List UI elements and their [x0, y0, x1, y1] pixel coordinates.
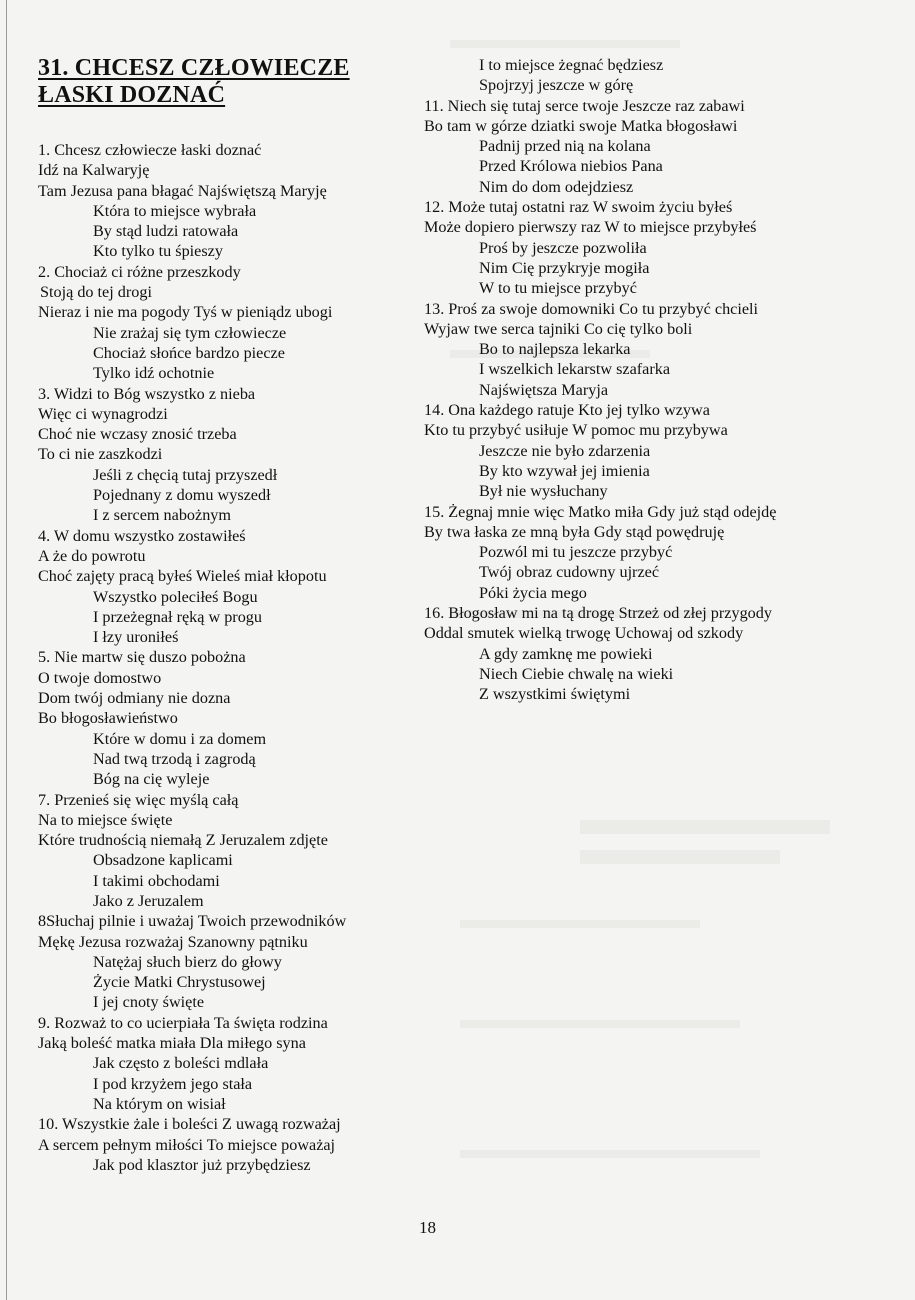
- verse-line: Nad twą trzodą i zagrodą: [93, 749, 256, 768]
- verse-line: I łzy uroniłeś: [93, 628, 179, 647]
- verse-line: Na którym on wisiał: [93, 1094, 226, 1113]
- verse-line: Idź na Kalwaryję: [38, 161, 150, 180]
- verse-line: Jak pod klasztor już przybędziesz: [93, 1155, 311, 1174]
- verse-line: Przed Królowa niebios Pana: [479, 157, 663, 176]
- verse-line: Bo to najlepsza lekarka: [479, 340, 631, 359]
- verse-line: Życie Matki Chrystusowej: [93, 973, 266, 992]
- verse-line: 11. Niech się tutaj serce twoje Jeszcze raz zabawi: [424, 96, 745, 115]
- verse-line: Obsadzone kaplicami: [93, 851, 233, 870]
- verse-line: Kto tylko tu śpieszy: [93, 242, 223, 261]
- verse-line: Najświętsza Maryja: [479, 380, 609, 399]
- verse-line: By kto wzywał jej imienia: [479, 461, 650, 480]
- verse-line: Kto tu przybyć usiłuje W pomoc mu przybywa: [424, 421, 728, 440]
- verse-line: Nim Cię przykryje mogiła: [479, 258, 650, 277]
- verse-line: I pod krzyżem jego stała: [93, 1074, 253, 1093]
- verse-line: Wyjaw twe serca tajniki Co cię tylko boli: [424, 319, 693, 338]
- verse-line: A sercem pełnym miłości To miejsce poważaj: [38, 1135, 336, 1154]
- verse-line: I takimi obchodami: [93, 871, 220, 890]
- verse-line: I to miejsce żegnać będziesz: [479, 56, 664, 74]
- song-title-line-2: ŁASKI DOZNAĆ: [38, 82, 226, 108]
- verse-line: 10. Wszystkie żale i boleści Z uwagą rozważaj: [38, 1115, 341, 1134]
- verse-line: Był nie wysłuchany: [479, 482, 608, 501]
- verse-line: Jak często z boleści mdlała: [93, 1054, 269, 1073]
- verse-line: 13. Proś za swoje domowniki Co tu przybyć chcieli: [424, 299, 759, 318]
- page-edge-line: [6, 0, 7, 1300]
- verse-line: Spojrzyj jeszcze w górę: [479, 76, 634, 95]
- verse-line: 16. Błogosław mi na tą drogę Strzeż od złej przygody: [424, 604, 772, 623]
- verse-line: To ci nie zaszkodzi: [38, 445, 163, 464]
- verse-line: Jaką boleść matka miała Dla miłego syna: [38, 1034, 306, 1053]
- verse-line: Więc ci wynagrodzi: [38, 404, 168, 423]
- left-column: [38, 140, 418, 1175]
- verse-line: A że do powrotu: [38, 546, 146, 565]
- verse-line: 5. Nie martw się duszo pobożna: [38, 648, 246, 667]
- verse-line: Jeszcze nie było zdarzenia: [479, 441, 651, 460]
- verse-line: Tam Jezusa pana błagać Najświętszą Maryję: [38, 181, 327, 200]
- verse-line: Jako z Jeruzalem: [93, 891, 204, 910]
- verse-line: By stąd ludzi ratowała: [93, 222, 239, 241]
- verse-line: 12. Może tutaj ostatni raz W swoim życiu byłeś: [424, 198, 733, 217]
- verse-line: Jeśli z chęcią tutaj przyszedł: [93, 465, 278, 484]
- verse-line: 3. Widzi to Bóg wszystko z nieba: [38, 384, 256, 403]
- verse-line: Stoją do tej drogi: [40, 283, 152, 302]
- verse-line: 1. Chcesz człowiecze łaski doznać: [38, 141, 262, 159]
- verse-line: Dom twój odmiany nie dozna: [38, 689, 231, 708]
- verse-line: 2. Chociaż ci różne przeszkody: [38, 262, 241, 281]
- verse-line: Niech Ciebie chwalę na wieki: [479, 664, 674, 683]
- verse-line: Tylko idź ochotnie: [93, 364, 215, 383]
- verse-line: I przeżegnał ręką w progu: [93, 607, 262, 626]
- verse-line: Nie zrażaj się tym człowiecze: [93, 323, 287, 342]
- verse-line: Padnij przed nią na kolana: [479, 137, 651, 156]
- verse-line: A gdy zamknę me powieki: [479, 644, 653, 663]
- song-title: [38, 55, 350, 109]
- verse-line: Pojednany z domu wyszedł: [93, 486, 271, 505]
- verse-line: Póki życia mego: [479, 583, 587, 602]
- verse-line: 8Słuchaj pilnie i uważaj Twoich przewodników: [38, 912, 347, 931]
- verse-line: I jej cnoty święte: [93, 993, 205, 1012]
- verse-line: Chociaż słońce bardzo piecze: [93, 343, 285, 362]
- verse-line: Bóg na cię wyleje: [93, 770, 210, 789]
- verse-line: I z sercem nabożnym: [93, 506, 231, 525]
- verse-line: 14. Ona każdego ratuje Kto jej tylko wzywa: [424, 401, 710, 420]
- verse-line: Która to miejsce wybrała: [93, 201, 257, 220]
- verse-line: Choć zajęty pracą byłeś Wieleś miał kłopotu: [38, 567, 327, 586]
- verse-line: By twa łaska ze mną była Gdy stąd powędruję: [424, 522, 725, 541]
- verse-line: Nim do dom odejdziesz: [479, 177, 634, 196]
- verse-line: 7. Przenieś się więc myślą całą: [38, 790, 239, 809]
- page-number: 18: [419, 1218, 436, 1237]
- verse-line: Pozwól mi tu jeszcze przybyć: [479, 543, 673, 562]
- verse-line: W to tu miejsce przybyć: [479, 279, 637, 298]
- verse-line: Które trudnością niemałą Z Jeruzalem zdjęte: [38, 831, 328, 850]
- verse-line: Bo błogosławieństwo: [38, 709, 178, 728]
- verse-line: 9. Rozważ to co ucierpiała Ta święta rodzina: [38, 1013, 328, 1032]
- verse-line: I wszelkich lekarstw szafarka: [479, 360, 671, 379]
- verse-line: Które w domu i za domem: [93, 729, 267, 748]
- verse-line: Z wszystkimi świętymi: [479, 685, 631, 704]
- verse-line: Nieraz i nie ma pogody Tyś w pieniądz ubogi: [38, 303, 333, 322]
- right-column: [424, 55, 904, 705]
- verse-line: Na to miejsce święte: [38, 810, 173, 829]
- verse-line: Wszystko poleciłeś Bogu: [93, 587, 258, 606]
- verse-line: Twój obraz cudowny ujrzeć: [479, 563, 660, 582]
- verse-line: Proś by jeszcze pozwoliła: [479, 238, 647, 257]
- verse-line: Może dopiero pierwszy raz W to miejsce przybyłeś: [424, 218, 757, 237]
- verse-line: Oddal smutek wielką trwogę Uchowaj od szkody: [424, 624, 744, 643]
- verse-line: 15. Żegnaj mnie więc Matko miła Gdy już stąd odejdę: [424, 502, 777, 521]
- verse-line: Bo tam w górze dziatki swoje Matka błogosławi: [424, 116, 738, 135]
- song-title-line-1: 31. CHCESZ CZŁOWIECZE: [38, 55, 350, 81]
- verse-line: Choć nie wczasy znosić trzeba: [38, 425, 237, 444]
- verse-line: O twoje domostwo: [38, 668, 162, 687]
- verse-line: Mękę Jezusa rozważaj Szanowny pątniku: [38, 932, 308, 951]
- verse-line: Natężaj słuch bierz do głowy: [93, 952, 282, 971]
- verse-line: 4. W domu wszystko zostawiłeś: [38, 526, 246, 545]
